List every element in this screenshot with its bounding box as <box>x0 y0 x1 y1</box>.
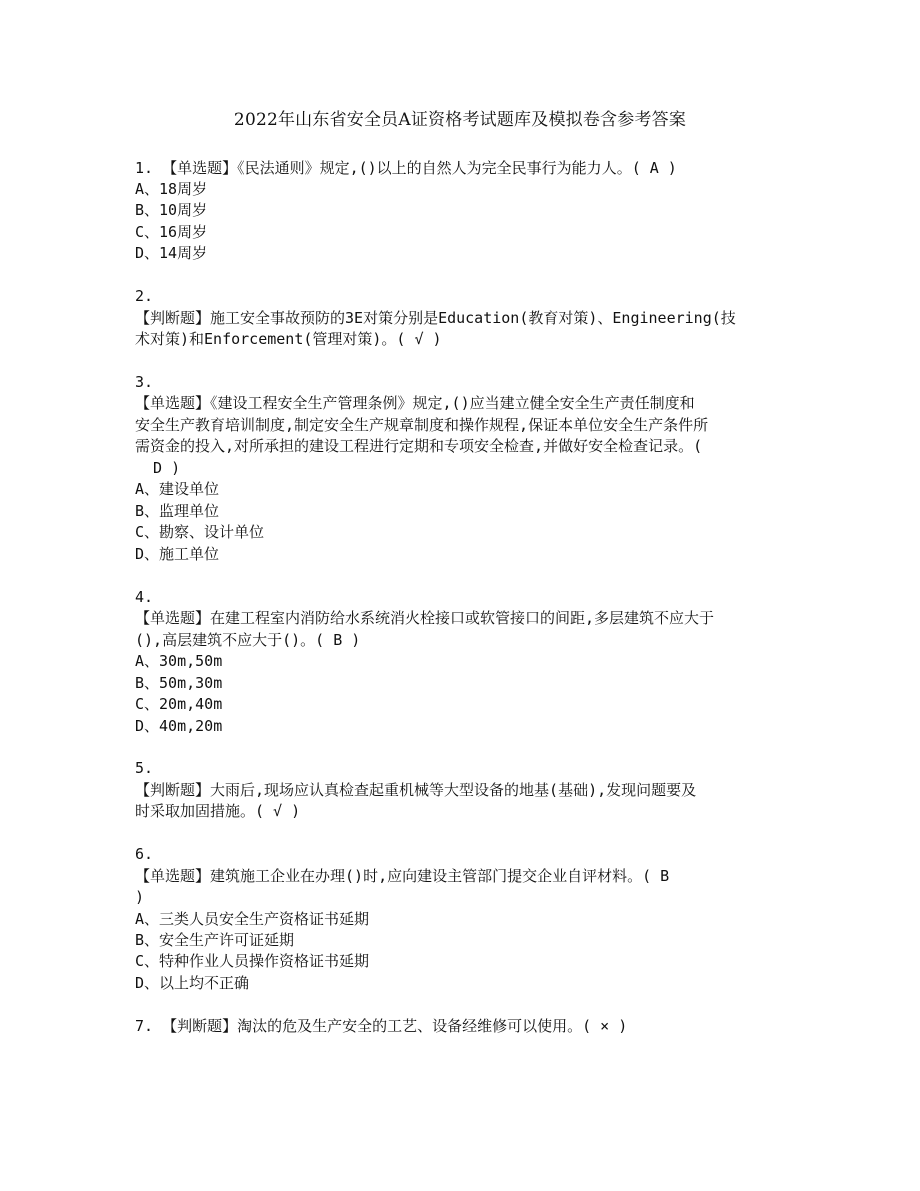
question-line: 安全生产教育培训制度,制定安全生产规章制度和操作规程,保证本单位安全生产条件所 <box>135 416 709 434</box>
page-title: 2022年山东省安全员A证资格考试题库及模拟卷含参考答案 <box>233 110 687 130</box>
question-line: 【单选题】《建设工程安全生产管理条例》规定,()应当建立健全安全生产责任制度和 <box>135 394 695 412</box>
option-line: A、建设单位 <box>135 480 220 498</box>
option-line: C、16周岁 <box>135 223 208 241</box>
question-line: 【判断题】施工安全事故预防的3E对策分别是Education(教育对策)、Engineering(技 <box>135 309 736 327</box>
question-number: 3. <box>135 373 154 391</box>
question-line: 需资金的投入,对所承担的建设工程进行定期和专项安全检查,并做好安全检查记录。( <box>135 437 703 455</box>
option-line: C、勘察、设计单位 <box>135 523 265 541</box>
question-number: 6. <box>135 845 154 863</box>
option-line: B、监理单位 <box>135 502 220 520</box>
option-line: A、三类人员安全生产资格证书延期 <box>135 910 370 928</box>
option-line: A、30m,50m <box>135 652 223 670</box>
question-line: 术对策)和Enforcement(管理对策)。( √ ) <box>135 330 442 348</box>
option-line: D、以上均不正确 <box>135 974 250 992</box>
question-line: 时采取加固措施。( √ ) <box>135 802 301 820</box>
question-line: D ) <box>135 459 181 477</box>
question-line: 【单选题】在建工程室内消防给水系统消火栓接口或软管接口的间距,多层建筑不应大于 <box>135 609 715 627</box>
option-line: C、20m,40m <box>135 695 223 713</box>
question-line: 1. 【单选题】《民法通则》规定,()以上的自然人为完全民事行为能力人。( A ) <box>135 159 677 177</box>
question-line: 【判断题】大雨后,现场应认真检查起重机械等大型设备的地基(基础),发现问题要及 <box>135 781 697 799</box>
option-line: A、18周岁 <box>135 180 208 198</box>
question-line: (),高层建筑不应大于()。( B ) <box>135 631 361 649</box>
option-line: B、10周岁 <box>135 201 208 219</box>
question-line: ) <box>135 888 145 906</box>
question-line: 【单选题】建筑施工企业在办理()时,应向建设主管部门提交企业自评材料。( B <box>135 867 670 885</box>
option-line: B、50m,30m <box>135 674 223 692</box>
question-number: 2. <box>135 287 154 305</box>
option-line: D、施工单位 <box>135 545 220 563</box>
question-line: 7. 【判断题】淘汰的危及生产安全的工艺、设备经维修可以使用。( × ) <box>135 1017 628 1035</box>
option-line: D、40m,20m <box>135 717 223 735</box>
option-line: C、特种作业人员操作资格证书延期 <box>135 952 370 970</box>
question-number: 5. <box>135 759 154 777</box>
option-line: D、14周岁 <box>135 244 208 262</box>
question-number: 4. <box>135 588 154 606</box>
option-line: B、安全生产许可证延期 <box>135 931 295 949</box>
